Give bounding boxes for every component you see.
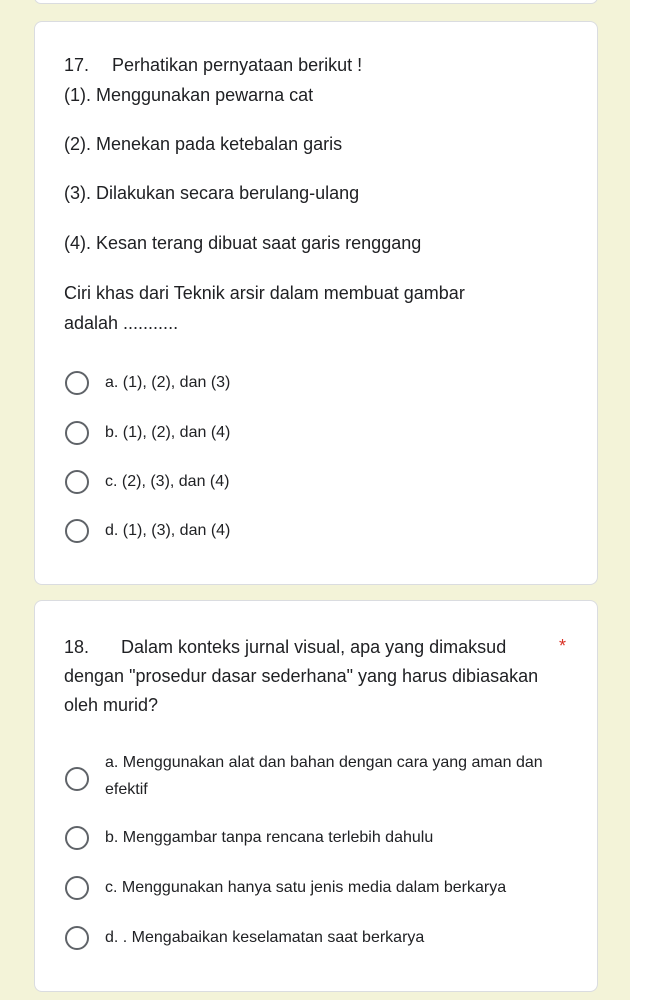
- option-label: a. (1), (2), dan (3): [105, 374, 231, 391]
- question-card-18: [34, 600, 598, 992]
- question-title-text: Perhatikan pernyataan berikut !: [112, 55, 363, 75]
- statement-3: (3). Dilakukan secara berulang-ulang: [64, 183, 360, 203]
- option-label: b. (1), (2), dan (4): [105, 424, 231, 441]
- question-number: 18.: [64, 637, 90, 657]
- statement-1: (1). Menggunakan pewarna cat: [64, 85, 314, 105]
- question-title-text: Dalam konteks jurnal visual, apa yang dimaksud dengan "prosedur dasar sederhana" yang harus dibiasakan oleh murid?: [64, 637, 539, 715]
- option-label: b. Menggambar tanpa rencana terlebih dahulu: [105, 829, 434, 846]
- radio-button[interactable]: [65, 421, 89, 445]
- option-label: d. (1), (3), dan (4): [105, 522, 231, 539]
- question-title: [64, 633, 567, 720]
- option-label: a. Menggunakan alat dan bahan dengan cara yang aman dan efektif: [105, 754, 543, 798]
- option-label: c. (2), (3), dan (4): [105, 473, 230, 490]
- radio-button[interactable]: [65, 767, 89, 791]
- option-d[interactable]: [65, 519, 585, 547]
- option-c[interactable]: [65, 470, 585, 498]
- option-a[interactable]: [65, 371, 585, 399]
- option-a[interactable]: [65, 753, 585, 809]
- question-text-line-2: adalah ...........: [64, 313, 179, 333]
- question-card-17: [34, 21, 598, 585]
- statement-4: (4). Kesan terang dibuat saat garis renggang: [64, 233, 422, 253]
- radio-button[interactable]: [65, 926, 89, 950]
- question-number: 17.: [64, 55, 90, 75]
- question-title: [64, 51, 362, 80]
- option-c[interactable]: [65, 876, 585, 904]
- previous-question-card: [34, 0, 598, 4]
- option-b[interactable]: [65, 421, 585, 449]
- question-text-line-1: Ciri khas dari Teknik arsir dalam membuat gambar: [64, 283, 465, 303]
- required-asterisk: *: [559, 636, 567, 656]
- option-label: c. Menggunakan hanya satu jenis media dalam berkarya: [105, 879, 507, 896]
- radio-button[interactable]: [65, 826, 89, 850]
- statement-2: (2). Menekan pada ketebalan garis: [64, 134, 343, 154]
- option-label: d. . Mengabaikan keselamatan saat berkarya: [105, 929, 425, 946]
- option-d[interactable]: [65, 926, 585, 954]
- radio-button[interactable]: [65, 876, 89, 900]
- option-b[interactable]: [65, 826, 585, 854]
- radio-button[interactable]: [65, 519, 89, 543]
- radio-button[interactable]: [65, 470, 89, 494]
- radio-button[interactable]: [65, 371, 89, 395]
